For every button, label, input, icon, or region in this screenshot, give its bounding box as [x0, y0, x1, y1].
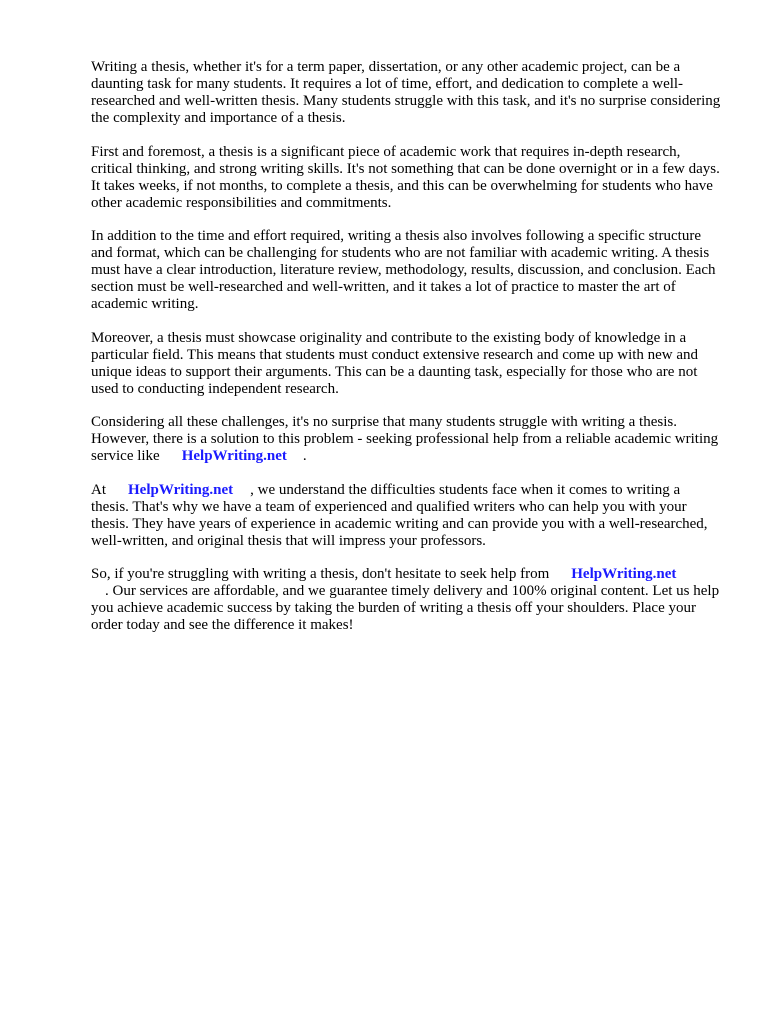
paragraph-cta-start: So, if you're struggling with writing a thesis, don't hesitate to seek help from	[91, 566, 550, 582]
paragraph-about	[91, 482, 721, 550]
helpwriting-link-1[interactable]: HelpWriting.net	[181, 448, 287, 464]
paragraph-intro: Writing a thesis, whether it's for a term paper, dissertation, or any other academic project, can be a daunting task for many students. It requires a lot of time, effort, and dedication to complete a well-researched and well-written thesis. Many students struggle with this task, and it's no surprise considering the complexity and importance of a thesis.	[91, 59, 721, 126]
paragraph-about-start: At	[91, 481, 106, 498]
paragraph-structure: In addition to the time and effort required, writing a thesis also involves following a specific structure and format, which can be challenging for students who are not familiar with academic writing. A thesis must have a clear introduction, literature review, methodology, results, discussion, and conclusion. Each section must be well-researched and well-written, and it takes a lot of practice to master the art of academic writing.	[91, 228, 716, 312]
helpwriting-link-3[interactable]: HelpWriting.net	[571, 566, 677, 582]
helpwriting-link-2[interactable]: HelpWriting.net	[128, 481, 234, 498]
paragraph-solution-end: .	[302, 448, 307, 464]
paragraph-about-text: , we understand the difficulties students face when it comes to writing a thesis. That's why we have a team of experienced and qualified writers who can help you with your thesis. They have years of experience in academic writing and can provide you with a well-researched, well-written, and original thesis that will impress your professors.	[91, 481, 708, 549]
paragraph-solution-text: Considering all these challenges, it's no surprise that many students struggle with writing a thesis. However, there is a solution to this problem - seeking professional help from a reliable academic writing service like	[91, 414, 719, 464]
document-body	[91, 59, 721, 651]
paragraph-call-to-action	[91, 566, 721, 634]
paragraph-originality: Moreover, a thesis must showcase originality and contribute to the existing body of knowledge in a particular field. This means that students must conduct extensive research and come up with new and unique ideas to support their arguments. This can be a daunting task, especially for those who are not used to conducting independent research.	[91, 329, 699, 397]
paragraph-cta-text: . Our services are affordable, and we guarantee timely delivery and 100% original content. Let us help you achieve academic success by taking the burden of writing a thesis off your shoulders. Place your order today and see the difference it makes!	[91, 583, 720, 633]
paragraph-significance: First and foremost, a thesis is a significant piece of academic work that requires in-depth research, critical thinking, and strong writing skills. It's not something that can be done overnight or in a few days. It takes weeks, if not months, to complete a thesis, and this can be overwhelming for students who have other academic responsibilities and commitments.	[91, 143, 720, 211]
paragraph-solution	[91, 414, 721, 465]
